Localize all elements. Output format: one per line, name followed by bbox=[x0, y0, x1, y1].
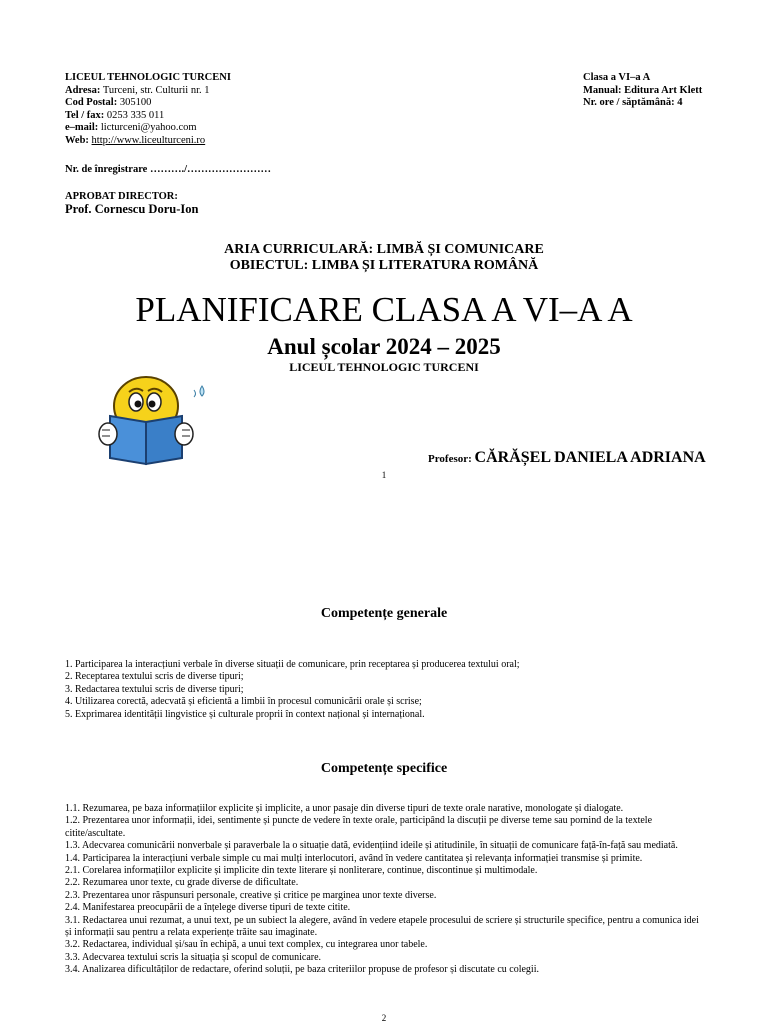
list-item: 2.1. Corelarea informațiilor explicite și implicite din texte literare și nonliterare, continue, discontinue și multimodale. bbox=[65, 865, 538, 877]
list-item: 1.3. Adecvarea comunicării nonverbale și paraverbale la o situație dată, evidențiind ideile și atitudinile, în situații de comunicare față-în-față sau mediată. bbox=[65, 840, 678, 852]
teacher-label: Profesor: bbox=[428, 453, 475, 465]
list-item: 3.2. Redactarea, individual și/sau în echipă, a unui text complex, cu integrarea unor tabele. bbox=[65, 939, 428, 951]
list-item: 3. Redactarea textului scris de diverse tipuri; bbox=[65, 683, 244, 695]
postal-value: 305100 bbox=[117, 97, 152, 109]
list-item: 3.1. Redactarea unui rezumat, a unui text, pe un subiect la alegere, având în vedere etapele procesului de scriere și structurile specifice, pentru a comunica idei și informații sau pentru a relata experiențe trăite sau imaginate. bbox=[65, 914, 699, 939]
curricular-area: ARIA CURRICULARĂ: LIMBĂ ȘI COMUNICARE bbox=[224, 242, 544, 257]
specific-competences-title: Competențe specifice bbox=[320, 761, 448, 776]
director-name: Prof. Cornescu Doru-Ion bbox=[65, 202, 199, 216]
school-name-repeat: LICEUL TEHNOLOGIC TURCENI bbox=[289, 360, 479, 374]
school-name: LICEUL TEHNOLOGIC TURCENI bbox=[65, 72, 231, 83]
registration-number: Nr. de înregistrare ………./…………………… bbox=[65, 164, 272, 175]
subject-name: OBIECTUL: LIMBA ȘI LITERATURA ROMÂNĂ bbox=[229, 258, 539, 273]
list-item: 5. Exprimarea identității lingvistice și culturale proprii în context național și internațional. bbox=[65, 708, 425, 720]
weekly-hours: Nr. ore / săptămână: 4 bbox=[583, 97, 683, 109]
postal-label: Cod Postal: bbox=[65, 97, 118, 109]
email-value: licturceni@yahoo.com bbox=[98, 122, 197, 134]
approval-label: APROBAT DIRECTOR: bbox=[65, 191, 178, 202]
general-competences-list bbox=[65, 659, 705, 721]
list-item: 4. Utilizarea corectă, adecvată și eficientă a limbii în procesul comunicării orale și scrise; bbox=[65, 696, 422, 708]
list-item: 3.4. Analizarea dificultăților de redactare, oferind soluții, pe baza criteriilor propuse de profesor și discutate cu colegii. bbox=[65, 964, 539, 976]
class-info-block bbox=[583, 72, 702, 110]
list-item: 1.1. Rezumarea, pe baza informațiilor explicite și implicite, a unor pasaje din diverse tipuri de texte orale narative, monologate și dialogate. bbox=[65, 803, 624, 814]
web-label: Web: bbox=[65, 134, 89, 146]
website-link[interactable]: http://www.liceulturceni.ro bbox=[91, 134, 206, 146]
email-label: e–mail: bbox=[65, 122, 99, 134]
teacher-line bbox=[428, 449, 706, 467]
list-item: 2. Receptarea textului scris de diverse tipuri; bbox=[65, 671, 244, 683]
class-name: Clasa a VI–a A bbox=[583, 72, 651, 83]
specific-competences-list bbox=[65, 803, 705, 977]
list-item: 3.3. Adecvarea textului scris la situația și scopul de comunicare. bbox=[65, 951, 322, 963]
teacher-name: CĂRĂȘEL DANIELA ADRIANA bbox=[474, 449, 706, 466]
school-year: Anul școlar 2024 – 2025 bbox=[267, 334, 501, 359]
list-item: 1. Participarea la interacțiuni verbale în diverse situații de comunicare, prin receptarea și producerea textului oral; bbox=[65, 659, 520, 670]
list-item: 2.2. Rezumarea unor texte, cu grade diverse de dificultate. bbox=[65, 877, 299, 889]
page-number: 2 bbox=[381, 1013, 387, 1023]
school-info-block bbox=[65, 72, 231, 148]
list-item: 1.2. Prezentarea unor informații, idei, sentimente și puncte de vedere în texte orale, participând la discuții pe diverse teme sau pornind de la textele citite/ascultate. bbox=[65, 815, 653, 839]
tel-value: 0253 335 011 bbox=[104, 109, 165, 121]
list-item: 2.3. Prezentarea unor răspunsuri personale, creative și critice pe marginea unor texte diverse. bbox=[65, 889, 437, 901]
page-number: 1 bbox=[381, 470, 387, 480]
page-title: PLANIFICARE CLASA A VI–A A bbox=[135, 290, 633, 329]
reading-smiley-icon bbox=[96, 372, 218, 468]
address-value: Turceni, str. Culturii nr. 1 bbox=[100, 84, 210, 96]
tel-label: Tel / fax: bbox=[65, 109, 105, 121]
textbook-info: Manual: Editura Art Klett bbox=[583, 84, 703, 96]
approval-block bbox=[65, 190, 198, 216]
address-label: Adresa: bbox=[65, 84, 101, 96]
list-item: 2.4. Manifestarea preocupării de a înțelege diverse tipuri de texte citite. bbox=[65, 902, 351, 914]
general-competences-title: Competențe generale bbox=[320, 606, 448, 621]
curriculum-heading bbox=[0, 242, 768, 274]
list-item: 1.4. Participarea la interacțiuni verbale simple cu mai mulți interlocutori, având în vedere cantitatea și relevanța informației transmise și primite. bbox=[65, 852, 643, 864]
